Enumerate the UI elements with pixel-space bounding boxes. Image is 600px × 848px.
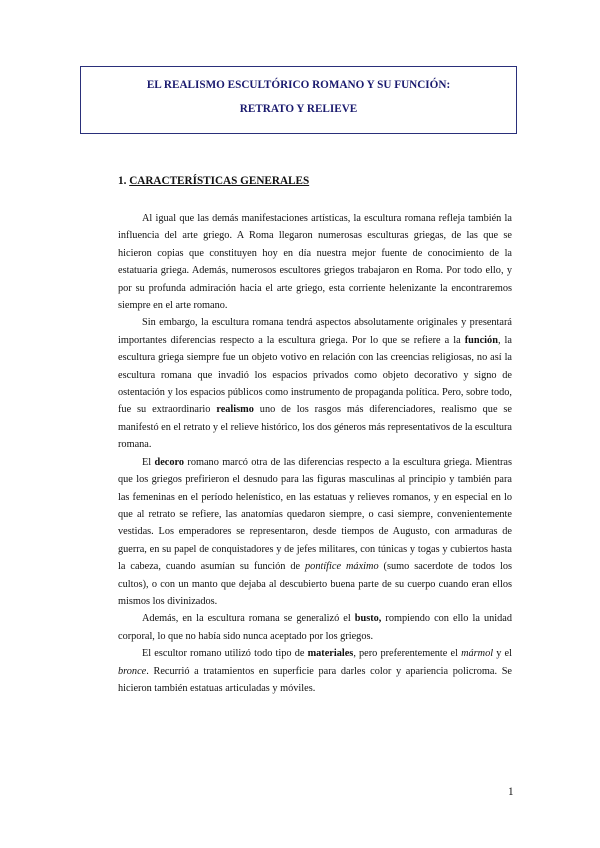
paragraph-1-text: Al igual que las demás manifestaciones artísticas, la escultura romana refleja también la influencia del arte griego. A Roma llegaron numerosas esculturas griegas, de las que se hicieron copias que constituyen hoy en día nuestra mejor fuente de conocimiento de la estatuaria griega. Además, numerosos escultores griegos trabajaron en Roma. Por todo ello, y por su profunda admiración hacia el arte griego, esta corriente helenizante la encontraremos siempre en el arte romano. xyxy=(118,213,512,312)
document-title-box xyxy=(80,66,517,134)
paragraph-2-text-a: Sin embargo, la escultura romana tendrá aspectos absolutamente originales y presentará importantes diferencias respecto a la escultura griega. Por lo que se refiere a la xyxy=(118,317,512,346)
paragraph-4-text-a: Además, en la escultura romana se generalizó el xyxy=(142,613,355,625)
paragraph-3-text-a: El xyxy=(142,456,155,468)
paragraph-2-text-c: uno de los rasgos más diferenciadores, realismo que se manifestó en el retrato y el relieve histórico, los dos géneros más representativos de la escultura romana. xyxy=(118,404,513,451)
paragraph-2-text-b: , la escultura griega siempre fue un objeto votivo en relación con las creencias religiosas, no así la escultura romana que invadió los espacios privados como objeto decorativo y signo de ostentación y los espacios públicos como instrumento de propaganda política. Pero, sobre todo, fue su extraordinario xyxy=(118,334,512,416)
paragraph-4 xyxy=(118,610,512,645)
paragraph-3-italic: pontífice máximo xyxy=(305,561,379,573)
paragraph-2-bold-realismo: realismo xyxy=(216,404,254,416)
section-title: CARACTERÍSTICAS GENERALES xyxy=(129,175,310,187)
paragraph-2-bold-funcion: función xyxy=(464,334,498,346)
paragraph-5-text-c: y el xyxy=(493,648,512,660)
paragraph-5 xyxy=(118,645,512,697)
section-number: 1. xyxy=(118,175,127,187)
paragraph-3-bold-decoro: decoro xyxy=(154,456,185,468)
section-heading xyxy=(118,175,309,187)
paragraph-1 xyxy=(118,210,512,314)
paragraph-4-text-b: rompiendo con ello la unidad corporal, lo que no había sido nunca aceptado por los griegos. xyxy=(118,613,512,642)
paragraph-4-bold-busto: busto, xyxy=(354,613,382,625)
paragraph-5-bold-materiales: materiales xyxy=(307,648,354,660)
paragraph-3-text-c: (sumo sacerdote de todos los cultos), o con un manto que dejaba al descubierto buena parte de su cuerpo cuando eran ellos mismos los divinizados. xyxy=(118,561,512,607)
paragraph-5-italic-bronce: bronce xyxy=(118,665,147,677)
paragraph-5-text-d: . Recurrió a tratamientos en superficie para darles color y apariencia policroma. Se hicieron también estatuas articuladas y móviles. xyxy=(118,665,512,694)
title-line-1: EL REALISMO ESCULTÓRICO ROMANO Y SU FUNCIÓN: xyxy=(146,79,451,91)
paragraph-5-italic-marmol: mármol xyxy=(461,648,494,660)
title-line-2: RETRATO Y RELIEVE xyxy=(239,103,358,115)
paragraph-3 xyxy=(118,454,512,611)
body-text xyxy=(118,210,512,697)
page-number: 1 xyxy=(508,786,514,798)
paragraph-5-text-b: , pero preferentemente el xyxy=(353,648,462,660)
paragraph-5-text-a: El escultor romano utilizó todo tipo de xyxy=(142,648,308,660)
paragraph-3-text-b: romano marcó otra de las diferencias respecto a la escultura griega. Mientras que los griegos prefirieron el desnudo para las figuras masculinas al principio y también para las femeninas en el período helenístico, en las estatuas y relieves romanos, y en especial en lo que al retrato se refiere, las anatomías quedaron siempre, o casi siempre, convenientemente vestidas. Los emperadores se representaron, desde tiempos de Augusto, con armaduras de guerra, en su papel de conquistadores y de jefes militares, con túnicas y togas y cubiertos hasta la cabeza, cuando asumían su función de xyxy=(118,456,512,573)
paragraph-2 xyxy=(118,314,512,453)
